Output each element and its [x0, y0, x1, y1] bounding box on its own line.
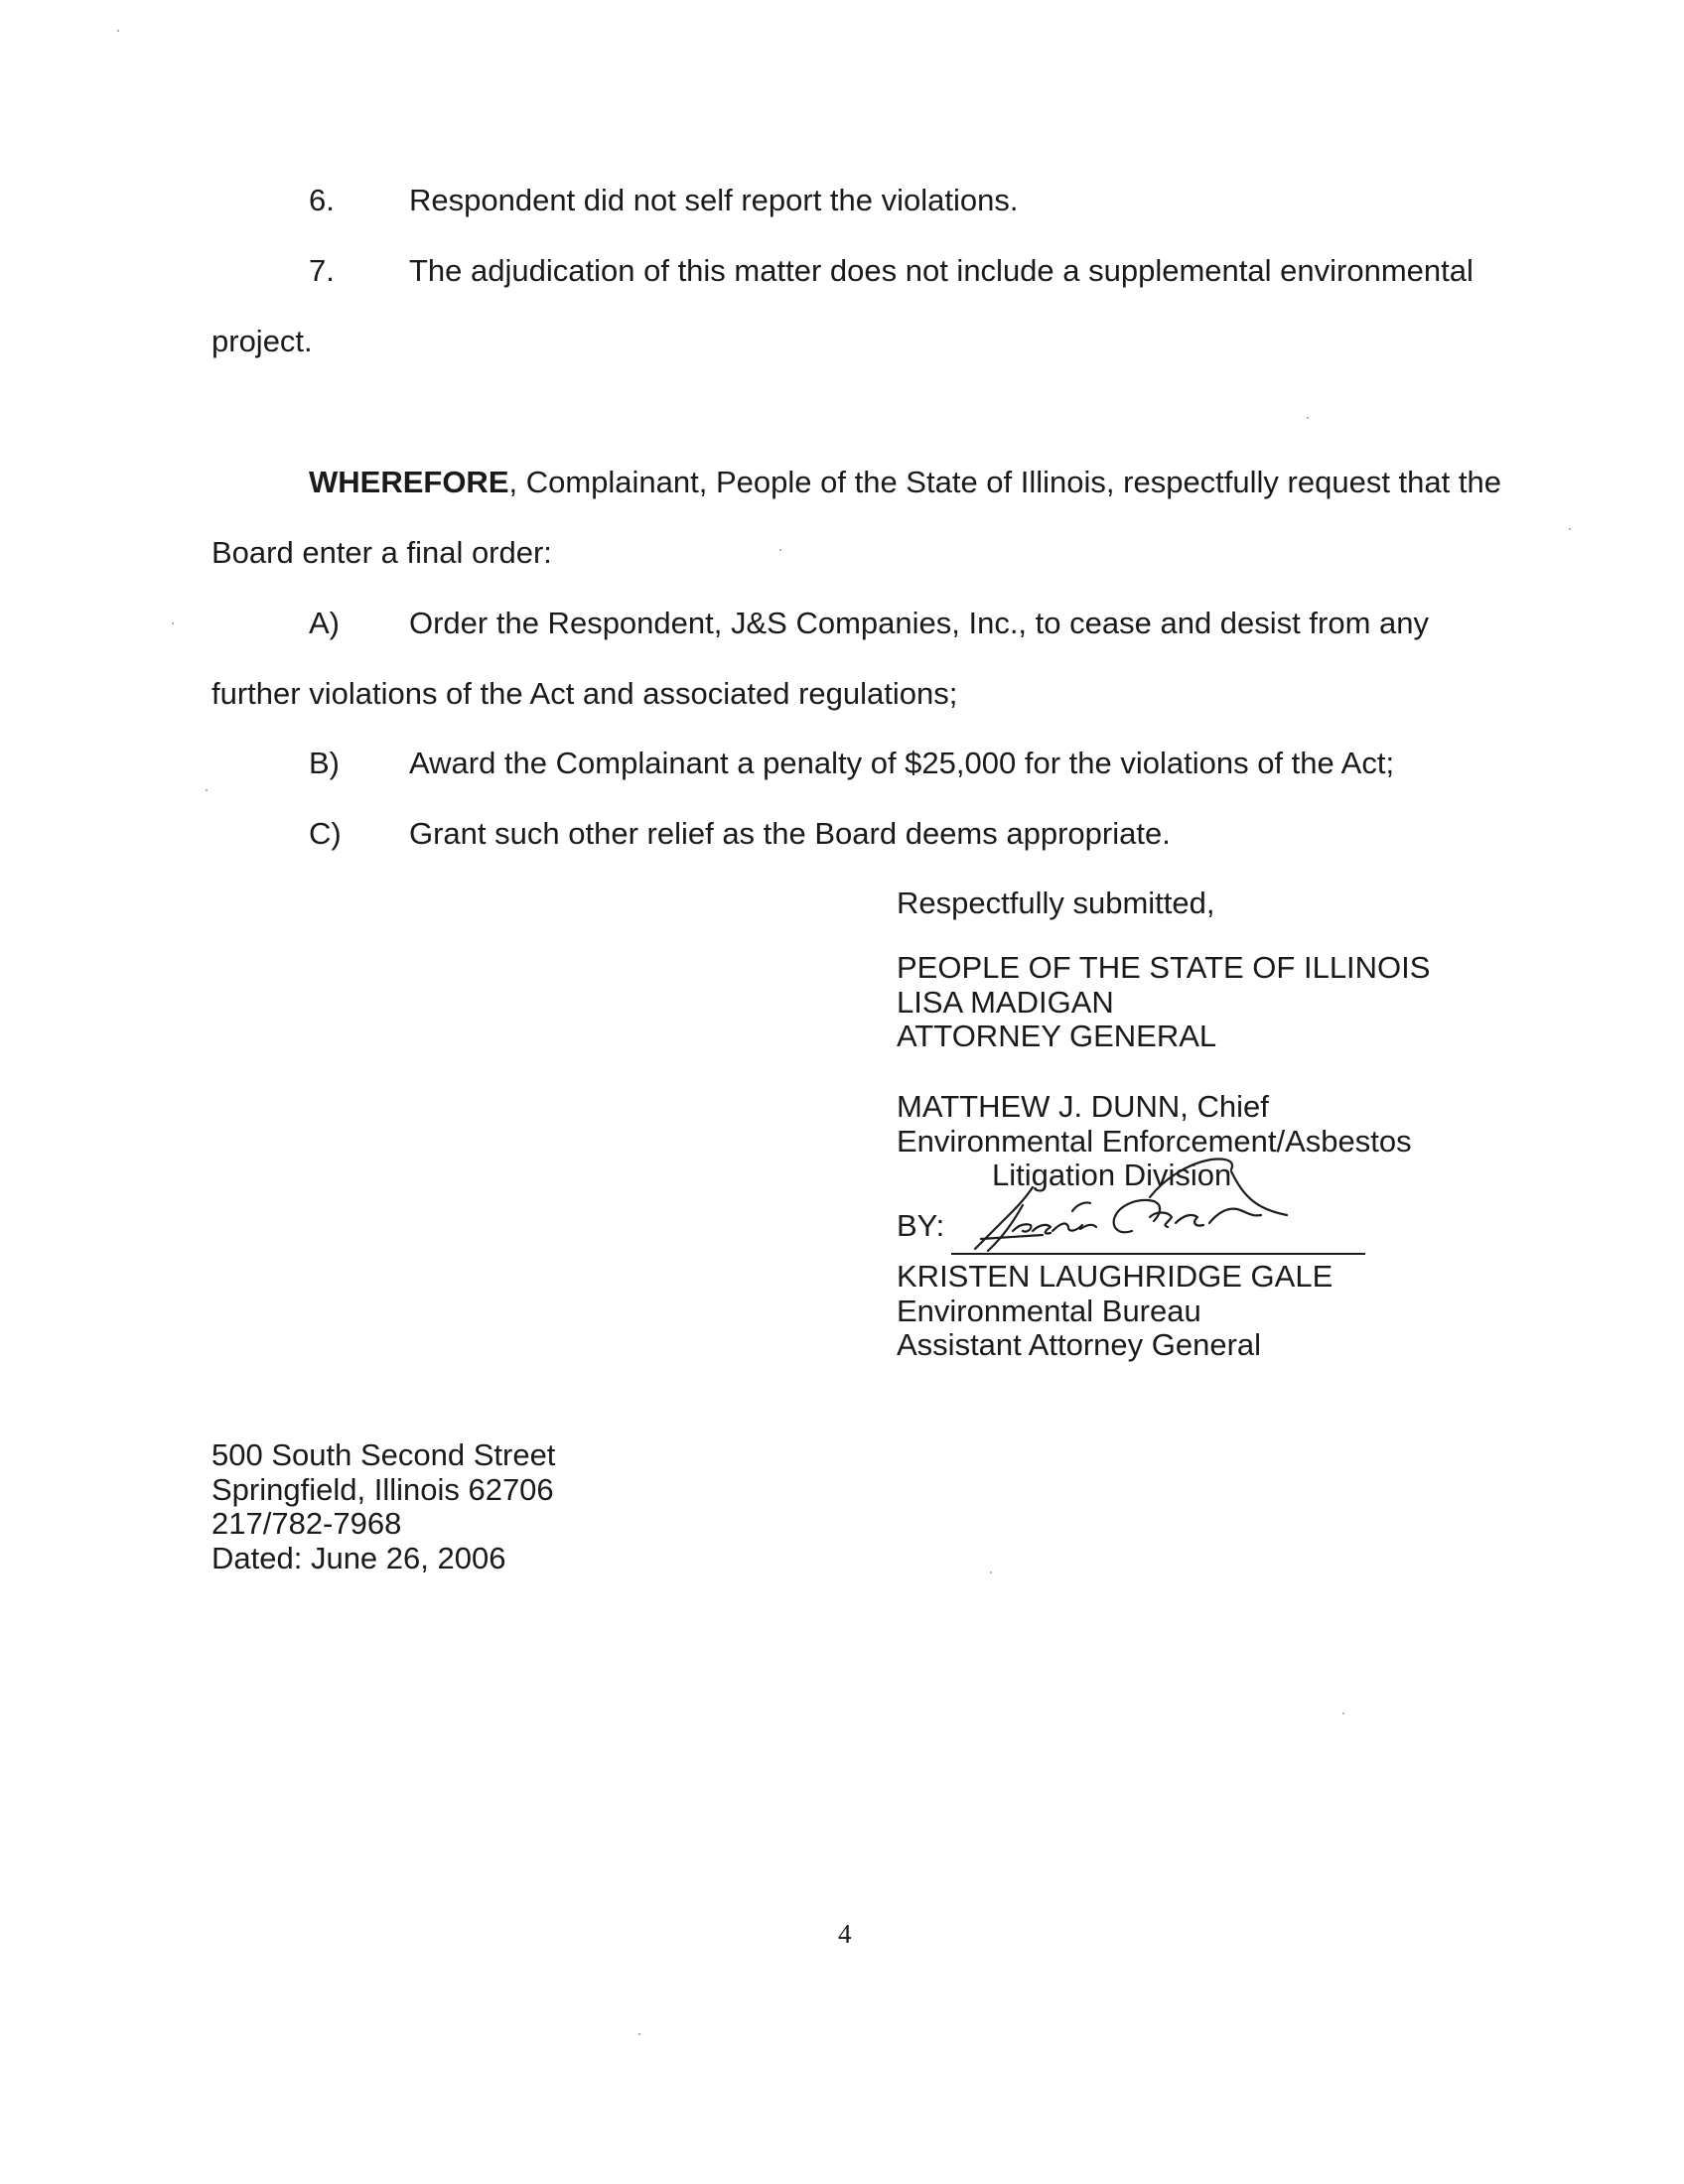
item-number: 7. — [309, 253, 335, 288]
scan-speck — [206, 789, 208, 791]
page-number: 4 — [838, 1919, 852, 1949]
chief-line: MATTHEW J. DUNN, Chief — [897, 1089, 1269, 1124]
signature — [894, 1132, 1450, 1271]
order-text: Grant such other relief as the Board deems appropriate. — [409, 816, 1171, 851]
scan-speck — [1342, 1712, 1344, 1714]
scan-speck — [117, 30, 119, 32]
signer-line: Assistant Attorney General — [897, 1327, 1262, 1362]
address-line: 500 South Second Street — [211, 1437, 556, 1472]
wherefore-continuation: Board enter a final order: — [211, 535, 552, 570]
item-number: 6. — [309, 183, 335, 217]
order-label: B) — [309, 746, 340, 780]
address-line: Springfield, Illinois 62706 — [211, 1471, 554, 1507]
scan-speck — [990, 1571, 992, 1573]
scan-speck — [1569, 528, 1571, 530]
by-label: BY: — [897, 1208, 945, 1243]
item-text: The adjudication of this matter does not include a supplemental environmental — [409, 253, 1474, 288]
order-text: Order the Respondent, J&S Companies, Inc., to cease and desist from any — [409, 606, 1429, 640]
item-text: Respondent did not self report the violations. — [409, 183, 1019, 217]
order-continuation: further violations of the Act and associated regulations; — [211, 676, 958, 711]
scan-speck — [638, 2033, 640, 2035]
order-label: C) — [309, 816, 342, 851]
closing: Respectfully submitted, — [897, 886, 1215, 920]
scan-speck — [779, 549, 781, 551]
signer-line: Environmental Bureau — [897, 1293, 1201, 1328]
office-line: PEOPLE OF THE STATE OF ILLINOIS — [897, 950, 1431, 985]
office-block — [897, 951, 1430, 1054]
wherefore-heading: WHEREFORE — [309, 465, 509, 499]
signer-block — [897, 1260, 1333, 1363]
chief-line: Environmental Enforcement/Asbestos — [897, 1123, 1412, 1159]
scan-speck — [1307, 417, 1309, 419]
address-block — [211, 1438, 555, 1575]
office-line: LISA MADIGAN — [897, 984, 1114, 1020]
address-line: 217/782-7968 — [211, 1506, 402, 1541]
signer-line: KRISTEN LAUGHRIDGE GALE — [897, 1259, 1333, 1294]
order-text: Award the Complainant a penalty of $25,000 for the violations of the Act; — [409, 746, 1395, 780]
item-continuation: project. — [211, 324, 313, 358]
wherefore-paragraph — [309, 467, 1501, 497]
office-line: ATTORNEY GENERAL — [897, 1019, 1217, 1053]
wherefore-text: , Complainant, People of the State of Illinois, respectfully request that the — [508, 465, 1501, 499]
scan-speck — [172, 622, 174, 624]
chief-line: Litigation Division — [992, 1158, 1232, 1192]
order-label: A) — [309, 606, 340, 640]
address-line: Dated: June 26, 2006 — [211, 1540, 506, 1575]
